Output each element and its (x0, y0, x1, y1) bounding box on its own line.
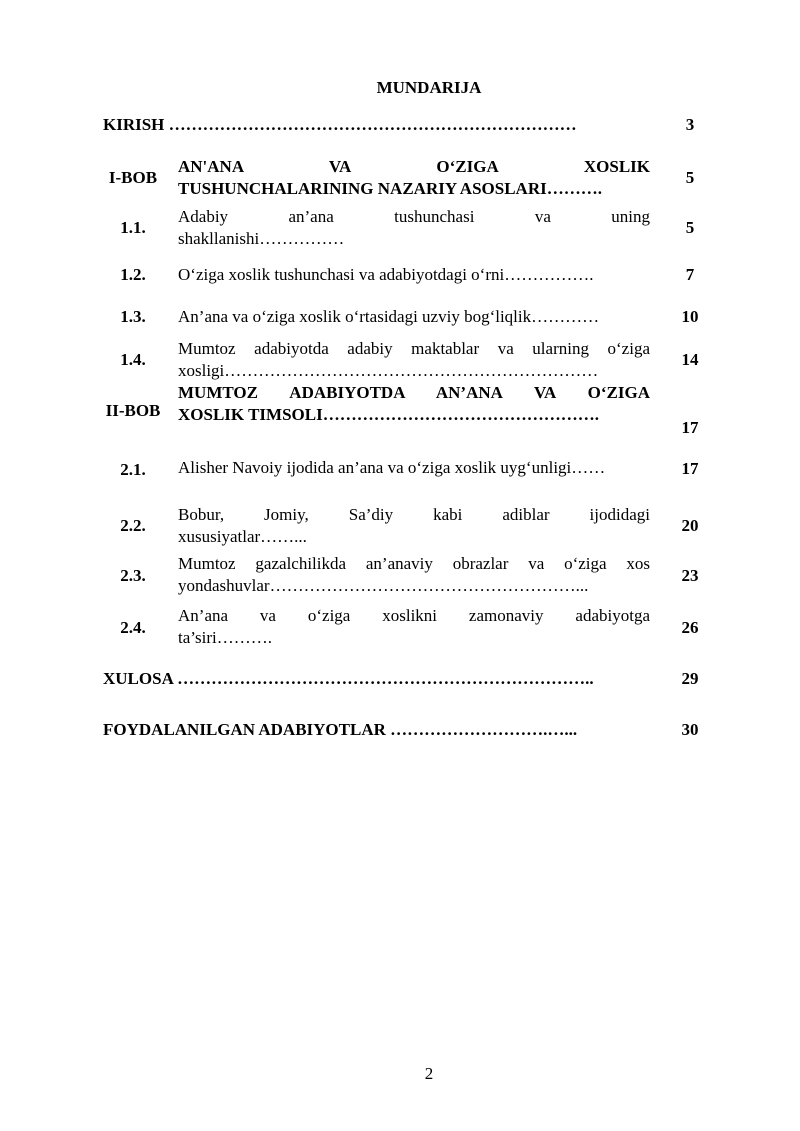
page-number-chapter-1: 5 (685, 168, 695, 187)
page-number-xulosa: 29 (681, 669, 699, 688)
section-title-1-2: O‘ziga xoslik tushunchasi va adabiyotdagi o‘rni……………. (178, 265, 594, 284)
chapter-title-2-line2: XOSLIK TIMSOLI…………………………………………. (178, 405, 599, 424)
page-number-2-4: 26 (681, 618, 699, 637)
section-number-2-4: 2.4. (120, 618, 146, 637)
footer-page-number: 2 (424, 1064, 434, 1083)
page-number-kirish: 3 (685, 115, 695, 134)
page-title: MUNDARIJA (376, 78, 482, 97)
page-number-foydalanilgan-adabiyotlar: 30 (681, 720, 699, 739)
toc-entry-foydalanilgan-adabiyotlar: FOYDALANILGAN ADABIYOTLAR ……………………….…... (103, 720, 578, 739)
section-number-1-4: 1.4. (120, 350, 146, 369)
page-number-1-1: 5 (685, 218, 695, 237)
section-title-2-3-line2: yondashuvlar………………………………………………... (178, 576, 589, 595)
chapter-title-1-line1: AN'ANA VA O‘ZIGA XOSLIK (178, 157, 650, 176)
section-number-1-2: 1.2. (120, 265, 146, 284)
chapter-title-1-line2: TUSHUNCHALARINING NAZARIY ASOSLARI………. (178, 179, 602, 198)
page-number-1-4: 14 (681, 350, 699, 369)
page-number-2-3: 23 (681, 566, 699, 585)
toc-entry-xulosa: XULOSA ……………………………………………………………….. (103, 669, 594, 688)
page-number-chapter-2: 17 (681, 418, 699, 437)
page-number-1-3: 10 (681, 307, 699, 326)
toc-entry-kirish: KIRISH ……………………………………………………………… (103, 115, 577, 134)
section-title-2-4-line2: ta’siri………. (178, 628, 272, 647)
section-title-1-4 (178, 338, 650, 382)
section-title-1-4-line2: xosligi………………………………………………………… (178, 361, 599, 380)
section-title-2-2-line1: Bobur, Jomiy, Sa’diy kabi adiblar ijodidagi (178, 505, 650, 524)
chapter-number-2: II-BOB (105, 401, 161, 420)
section-title-2-2-line2: xususiyatlar……... (178, 527, 307, 546)
section-number-1-3: 1.3. (120, 307, 146, 326)
page-number-2-2: 20 (681, 516, 699, 535)
section-title-1-1-line1: Adabiy an’ana tushunchasi va uning (178, 207, 650, 226)
section-title-1-1-line2: shakllanishi…………… (178, 229, 345, 248)
section-title-1-1 (178, 206, 650, 250)
chapter-title-2-line1: MUMTOZ ADABIYOTDA AN’ANA VA O‘ZIGA (178, 383, 650, 402)
page-number-2-1: 17 (681, 459, 699, 478)
chapter-title-2 (178, 382, 650, 426)
chapter-number-1: I-BOB (108, 168, 158, 187)
section-title-1-3: An’ana va o‘ziga xoslik o‘rtasidagi uzviy bog‘liqlik………… (178, 307, 600, 326)
section-title-2-1: Alisher Navoiy ijodida an’ana va o‘ziga xoslik uyg‘unligi…… (178, 458, 606, 477)
section-title-2-3 (178, 553, 650, 597)
section-number-2-1: 2.1. (120, 460, 146, 479)
section-title-2-4-line1: An’ana va o‘ziga xoslikni zamonaviy adabiyotga (178, 606, 650, 625)
section-number-1-1: 1.1. (120, 218, 146, 237)
section-number-2-2: 2.2. (120, 516, 146, 535)
section-title-2-2 (178, 504, 650, 548)
section-title-1-4-line1: Mumtoz adabiyotda adabiy maktablar va ularning o‘ziga (178, 339, 650, 358)
section-title-2-3-line1: Mumtoz gazalchilikda an’anaviy obrazlar va o‘ziga xos (178, 554, 650, 573)
section-number-2-3: 2.3. (120, 566, 146, 585)
chapter-title-1 (178, 156, 650, 200)
section-title-2-4 (178, 605, 650, 649)
page-number-1-2: 7 (685, 265, 695, 284)
